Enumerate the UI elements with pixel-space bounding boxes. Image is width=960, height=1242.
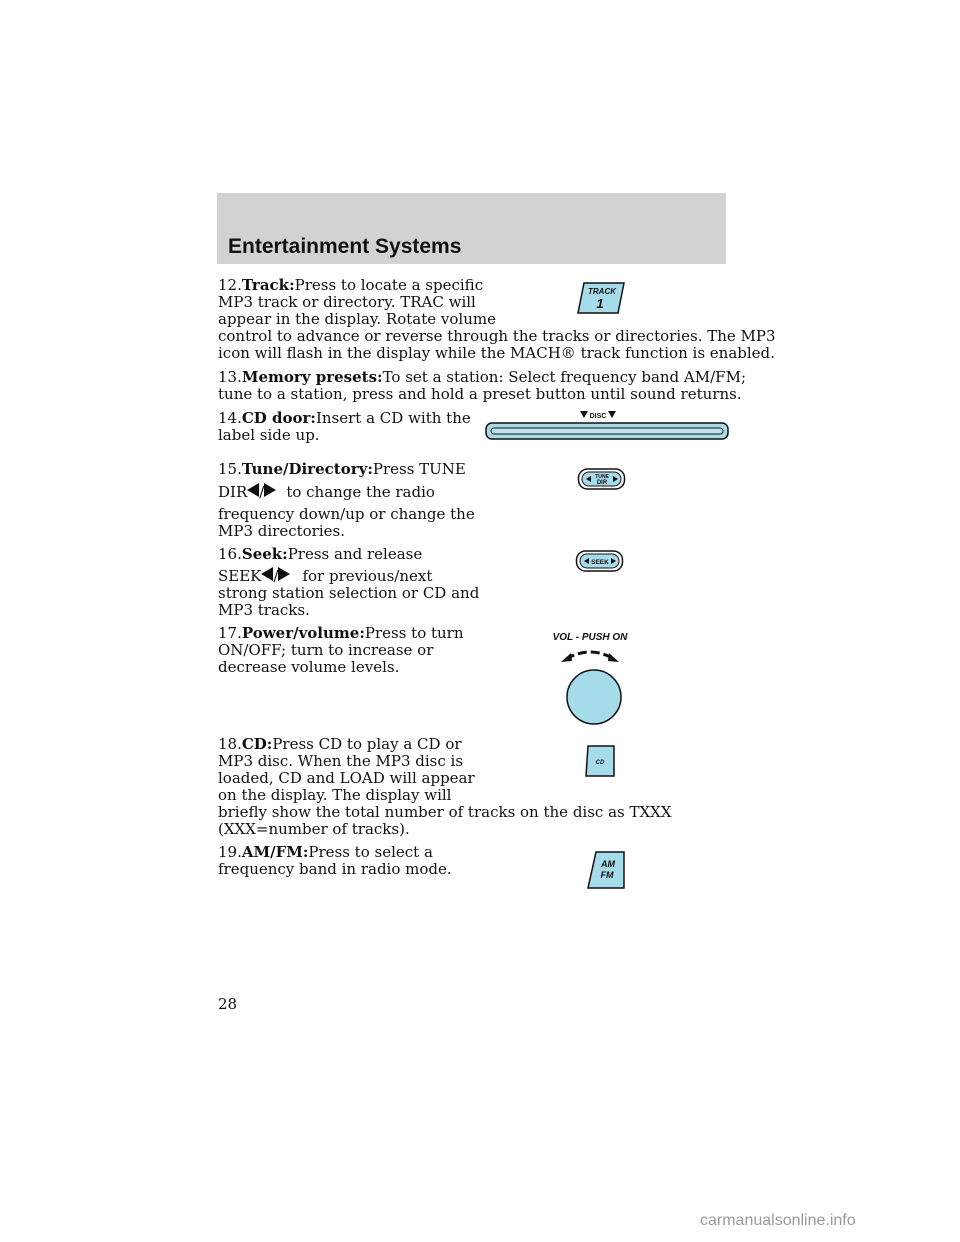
item-12-term: Track: [241,276,295,294]
item-16-line-1: 16.Seek:Press and release [218,545,423,563]
item-12-line-1: 12.Track:Press to locate a specific [218,276,484,294]
tune-label: TUNE [595,474,609,480]
disc-label: DISC [589,413,607,420]
volume-knob [567,670,621,724]
item-18-line-5: briefly show the total number of tracks on the disc as TXXX [218,803,672,821]
item-14-line-2: label side up. [218,426,320,444]
item-15-term: Tune/Directory: [241,460,373,478]
item-13-term: Memory presets: [241,368,383,386]
item-12-line-3: appear in the display. Rotate volume [218,310,496,328]
am-label: AM [601,859,615,869]
item-18-line-6: (XXX=number of tracks). [218,820,410,838]
section-header [217,193,726,264]
item-15-line-2: DIR / to change the radio [218,483,435,501]
seek-button-figure [575,549,625,573]
item-13-line-2: tune to a station, press and hold a preset button until sound returns. [218,385,742,403]
item-19-line-2: frequency band in radio mode. [218,860,452,878]
dir-label: DIR [596,480,608,486]
item-17-line-1: 17.Power/volume:Press to turn [218,624,464,642]
disc-arrow-right-icon [608,411,616,418]
cd-door-figure [484,407,730,443]
item-12-line-2: MP3 track or directory. TRAC will [218,293,476,311]
watermark-text: carmanualsonline.info [700,1212,856,1229]
page-number: 28 [218,995,238,1013]
section-title: Entertainment Systems [228,235,462,258]
triangle-right-icon [278,567,290,581]
item-13-line-1: 13.Memory presets:To set a station: Select frequency band AM/FM; [218,368,746,386]
item-18-line-3: loaded, CD and LOAD will appear [218,769,475,787]
item-15-line-1: 15.Tune/Directory:Press TUNE [218,460,466,478]
item-19-line-1: 19.AM/FM:Press to select a [218,843,433,861]
track-button-number: 1 [596,296,604,311]
rotate-left-arrow-icon [561,653,572,662]
item-16-line-2: SEEK / for previous/next [218,567,433,585]
item-18-line-2: MP3 disc. When the MP3 disc is [218,752,464,770]
am-fm-button-figure [586,850,626,890]
seek-label: SEEK [591,559,609,566]
item-16-term: Seek: [241,545,288,563]
item-12-line-4: control to advance or reverse through the tracks or directories. The MP3 [218,327,776,345]
item-14-term: CD door: [241,409,316,427]
item-18-line-4: on the display. The display will [218,786,452,804]
item-18-line-1: 18.CD:Press CD to play a CD or [218,735,462,753]
fm-label: FM [600,870,614,880]
item-17-line-2: ON/OFF; turn to increase or [218,641,434,659]
volume-knob-figure [540,628,640,738]
cd-slot-inner [491,428,723,434]
disc-arrow-left-icon [580,411,588,418]
item-15-line-3: frequency down/up or change the [218,505,475,523]
rotate-arc-icon [566,652,614,659]
watermark [700,1212,960,1240]
tune-dir-button-figure [577,467,627,491]
item-18-term: CD: [241,735,273,753]
item-17-term: Power/volume: [241,624,365,642]
item-15-line-4: MP3 directories. [218,522,345,540]
item-19-term: AM/FM: [241,843,309,861]
item-16-line-4: MP3 tracks. [218,601,310,619]
volume-label: VOL - PUSH ON [552,632,628,643]
rotate-right-arrow-icon [608,653,619,662]
triangle-left-icon [261,567,273,581]
triangle-right-icon [264,483,276,497]
item-12-line-5: icon will flash in the display while the MACH® track function is enabled. [218,344,775,362]
triangle-left-icon [247,483,259,497]
item-16-line-3: strong station selection or CD and [218,584,480,602]
track-button-figure [576,281,626,315]
cd-label: CD [595,760,605,766]
track-button-label: TRACK [588,287,616,296]
cd-button-figure [584,744,616,778]
item-17-line-3: decrease volume levels. [218,658,400,676]
item-14-line-1: 14.CD door:Insert a CD with the [218,409,471,427]
